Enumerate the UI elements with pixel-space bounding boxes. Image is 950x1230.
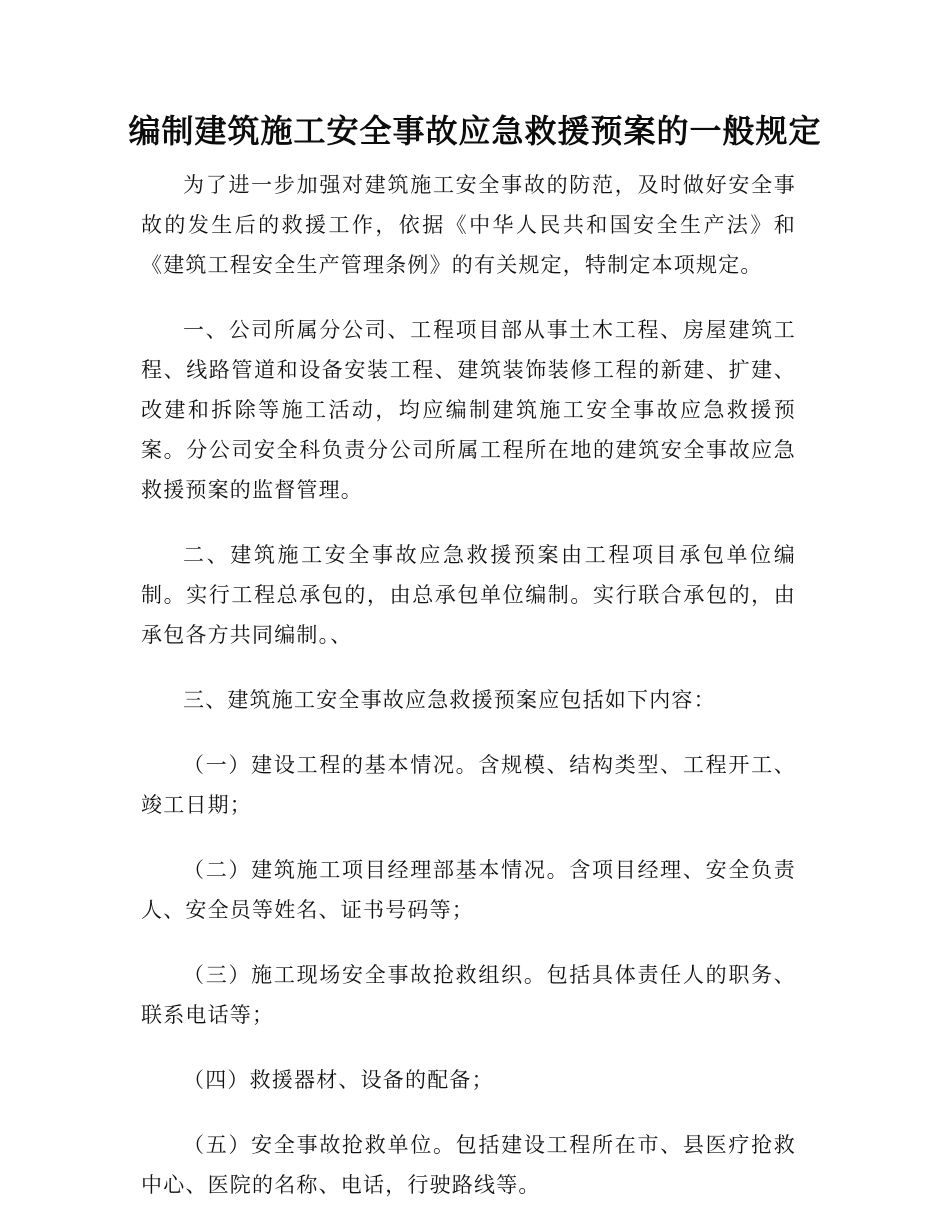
document-body: [141, 165, 796, 1230]
intro-paragraph: 为了进一步加强对建筑施工安全事故的防范，及时做好安全事故的发生后的救援工作，依据《中华人民共和国安全生产法》和《建筑工程安全生产管理条例》的有关规定，特制定本项规定。: [141, 173, 796, 277]
item-5-paragraph: （五）安全事故抢救单位。包括建设工程所在市、县医疗抢救中心、医院的名称、电话，行驶路线等。: [141, 1133, 796, 1197]
section-2-paragraph: 二、建筑施工安全事故应急救援预案由工程项目承包单位编制。实行工程总承包的，由总承包单位编制。实行联合承包的，由承包各方共同编制。、: [141, 543, 796, 647]
section-1-paragraph: 一、公司所属分公司、工程项目部从事土木工程、房屋建筑工程、线路管道和设备安装工程、建筑装饰装修工程的新建、扩建、改建和拆除等施工活动，均应编制建筑施工安全事故应急救援预案。分公司安全科负责分公司所属工程所在地的建筑安全事故应急救援预案的监督管理。: [141, 318, 796, 502]
item-4-paragraph: （四）救援器材、设备的配备；: [183, 1068, 494, 1092]
item-1-paragraph: （一）建设工程的基本情况。含规模、结构类型、工程开工、竣工日期；: [141, 753, 796, 817]
section-3-heading: 三、建筑施工安全事故应急救援预案应包括如下内容：: [183, 688, 716, 712]
item-2-paragraph: （二）建筑施工项目经理部基本情况。含项目经理、安全负责人、安全员等姓名、证书号码等；: [141, 858, 796, 922]
document-title: 编制建筑施工安全事故应急救援预案的一般规定: [128, 112, 822, 150]
item-3-paragraph: （三）施工现场安全事故抢救组织。包括具体责任人的职务、联系电话等；: [141, 963, 796, 1027]
